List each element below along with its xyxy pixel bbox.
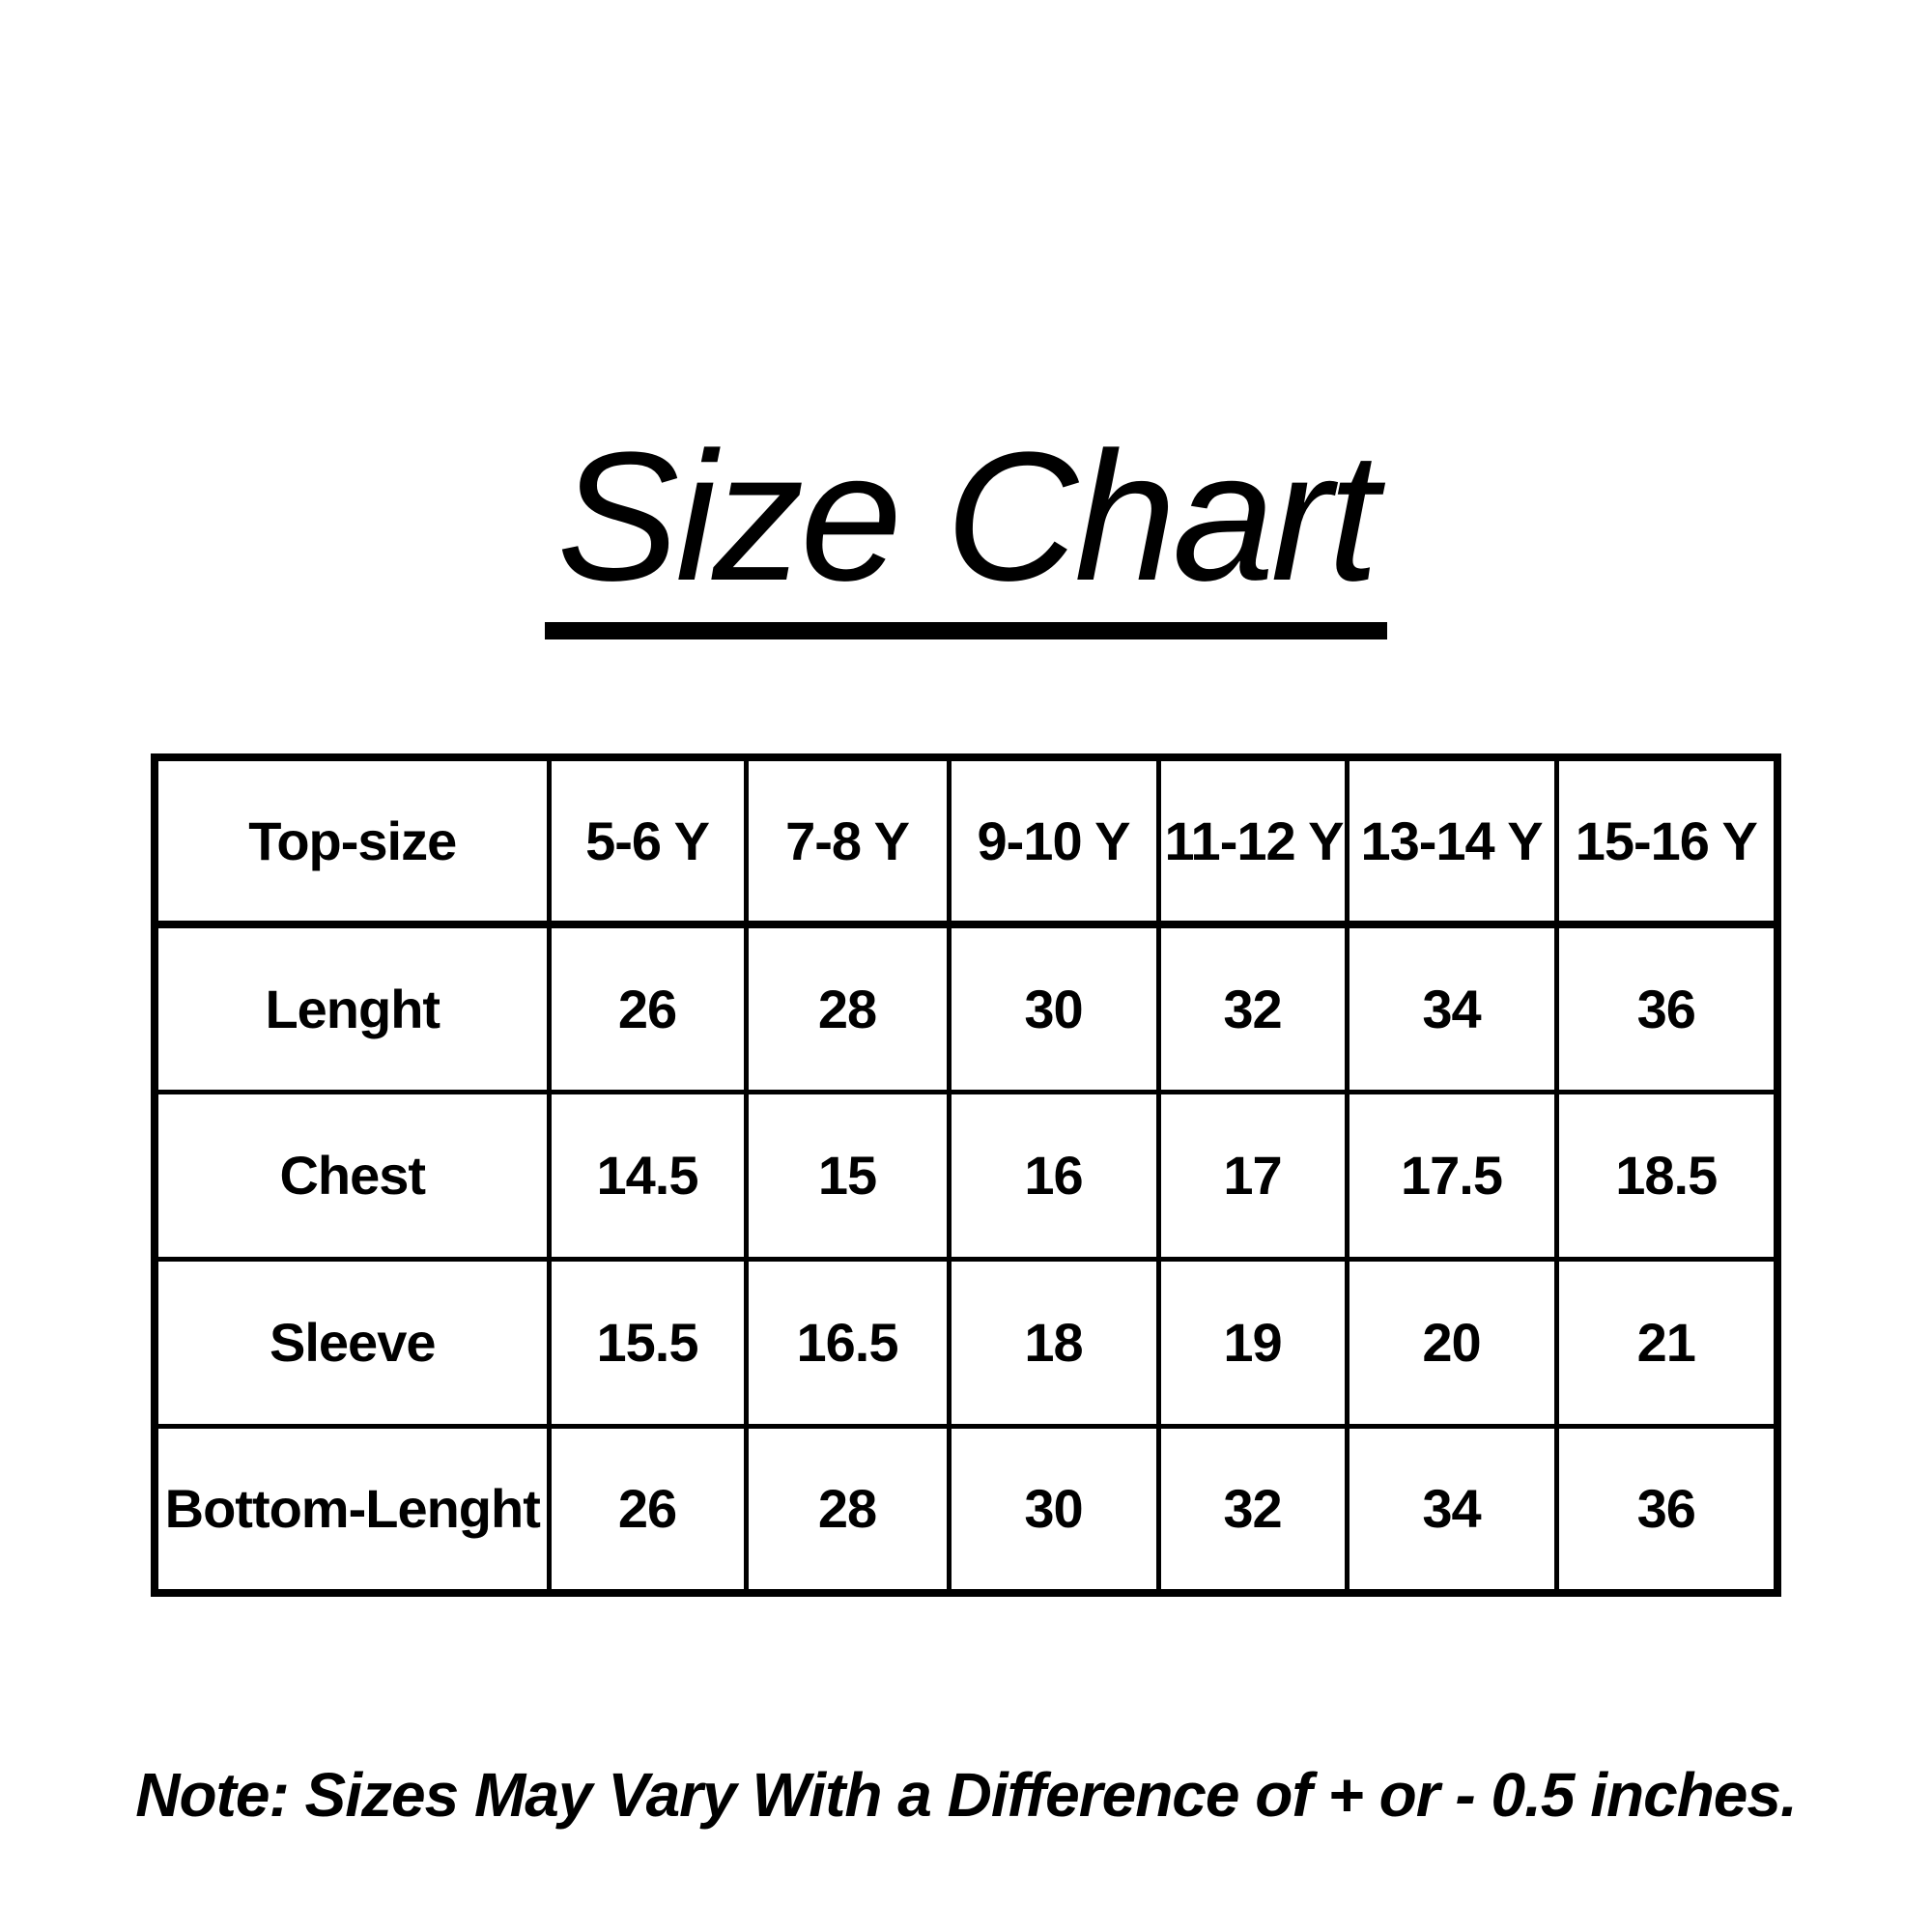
column-header-cell: 13-14 Y — [1347, 757, 1556, 924]
size-chart-table — [151, 753, 1781, 1597]
value-cell: 18.5 — [1556, 1092, 1777, 1259]
note-section — [0, 1759, 1932, 1831]
column-header-cell: 15-16 Y — [1556, 757, 1777, 924]
value-cell: 32 — [1158, 1426, 1347, 1593]
value-cell: 36 — [1556, 1426, 1777, 1593]
value-cell: 34 — [1347, 1426, 1556, 1593]
row-label-header-cell: Top-size — [155, 757, 549, 924]
page-title: Size Chart — [545, 425, 1386, 639]
value-cell: 21 — [1556, 1259, 1777, 1426]
row-label-cell: Chest — [155, 1092, 549, 1259]
table-header-row — [155, 757, 1777, 924]
table-row — [155, 1259, 1777, 1426]
value-cell: 15 — [746, 1092, 949, 1259]
column-header-cell: 11-12 Y — [1158, 757, 1347, 924]
row-label-cell: Lenght — [155, 924, 549, 1092]
value-cell: 26 — [549, 924, 746, 1092]
table-row — [155, 1426, 1777, 1593]
value-cell: 17.5 — [1347, 1092, 1556, 1259]
value-cell: 32 — [1158, 924, 1347, 1092]
column-header-cell: 9-10 Y — [949, 757, 1158, 924]
table-row — [155, 1092, 1777, 1259]
column-header-cell: 5-6 Y — [549, 757, 746, 924]
value-cell: 18 — [949, 1259, 1158, 1426]
value-cell: 28 — [746, 924, 949, 1092]
value-cell: 16 — [949, 1092, 1158, 1259]
value-cell: 17 — [1158, 1092, 1347, 1259]
value-cell: 34 — [1347, 924, 1556, 1092]
value-cell: 14.5 — [549, 1092, 746, 1259]
title-section — [0, 0, 1932, 639]
value-cell: 26 — [549, 1426, 746, 1593]
value-cell: 20 — [1347, 1259, 1556, 1426]
table-row — [155, 924, 1777, 1092]
note-text: Note: Sizes May Vary With a Difference of + or - 0.5 inches. — [135, 1760, 1797, 1830]
row-label-cell: Sleeve — [155, 1259, 549, 1426]
row-label-cell: Bottom-Lenght — [155, 1426, 549, 1593]
value-cell: 16.5 — [746, 1259, 949, 1426]
value-cell: 19 — [1158, 1259, 1347, 1426]
value-cell: 36 — [1556, 924, 1777, 1092]
value-cell: 15.5 — [549, 1259, 746, 1426]
value-cell: 30 — [949, 1426, 1158, 1593]
value-cell: 30 — [949, 924, 1158, 1092]
column-header-cell: 7-8 Y — [746, 757, 949, 924]
value-cell: 28 — [746, 1426, 949, 1593]
